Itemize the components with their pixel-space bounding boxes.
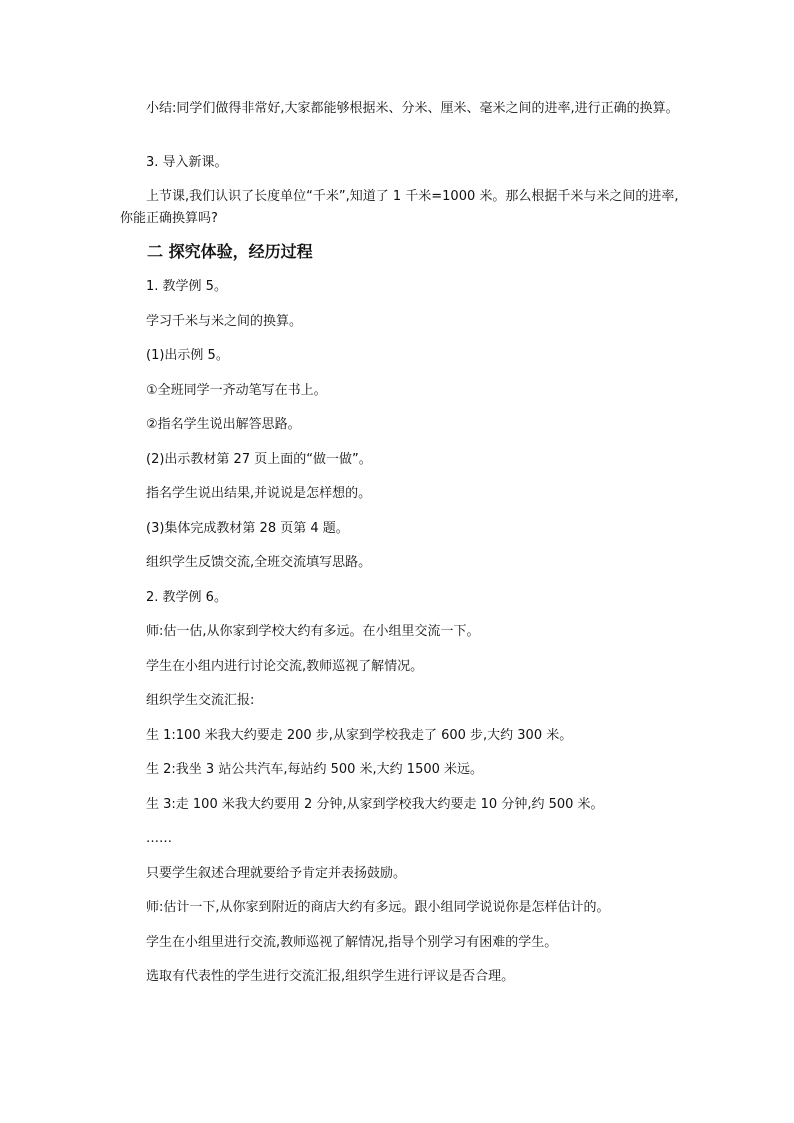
body-line: 组织学生交流汇报: [146,693,255,708]
intro-paragraph: 上节课,我们认识了长度单位“千米”,知道了 1 千米=1000 米。那么根据千米与米之间的进率,你能正确换算吗? [120,189,679,226]
body-line: 师:估计一下,从你家到附近的商店大约有多远。跟小组同学说说你是怎样估计的。 [146,900,610,915]
body-line: (2)出示教材第 27 页上面的“做一做”。 [146,452,372,467]
summary-paragraph: 小结:同学们做得非常好,大家都能够根据米、分米、厘米、毫米之间的进率,进行正确的换算。 [146,101,679,116]
body-line: 1. 教学例 5。 [146,279,227,294]
body-line: 师:估一估,从你家到学校大约有多远。在小组里交流一下。 [146,624,480,639]
body-line: …… [146,831,172,846]
body-line: 只要学生叙述合理就要给予肯定并表扬鼓励。 [146,866,407,881]
body-line: ②指名学生说出解答思路。 [146,417,301,432]
section-2-heading: 二 探究体验，经历过程 [147,242,313,261]
body-line: 生 3:走 100 米我大约要用 2 分钟,从家到学校我大约要走 10 分钟,约 500 米。 [146,797,604,812]
body-line: 生 2:我坐 3 站公共汽车,每站约 500 米,大约 1500 米远。 [146,762,484,777]
body-line: 选取有代表性的学生进行交流汇报,组织学生进行评议是否合理。 [146,969,515,984]
body-line: 生 1:100 米我大约要走 200 步,从家到学校我走了 600 步,大约 300 米。 [146,728,573,743]
body-line: 学习千米与米之间的换算。 [146,314,303,329]
body-line: 学生在小组里进行交流,教师巡视了解情况,指导个别学习有困难的学生。 [146,935,558,950]
body-line: 组织学生反馈交流,全班交流填写思路。 [146,555,372,570]
body-line: 学生在小组内进行讨论交流,教师巡视了解情况。 [146,659,424,674]
body-line: 指名学生说出结果,并说说是怎样想的。 [146,486,372,501]
body-line: 2. 教学例 6。 [146,590,227,605]
body-line: ①全班同学一齐动笔写在书上。 [146,383,327,398]
body-line: (1)出示例 5。 [146,348,229,363]
item-3-line: 3. 导入新课。 [146,155,228,170]
body-line: (3)集体完成教材第 28 页第 4 题。 [146,521,349,536]
